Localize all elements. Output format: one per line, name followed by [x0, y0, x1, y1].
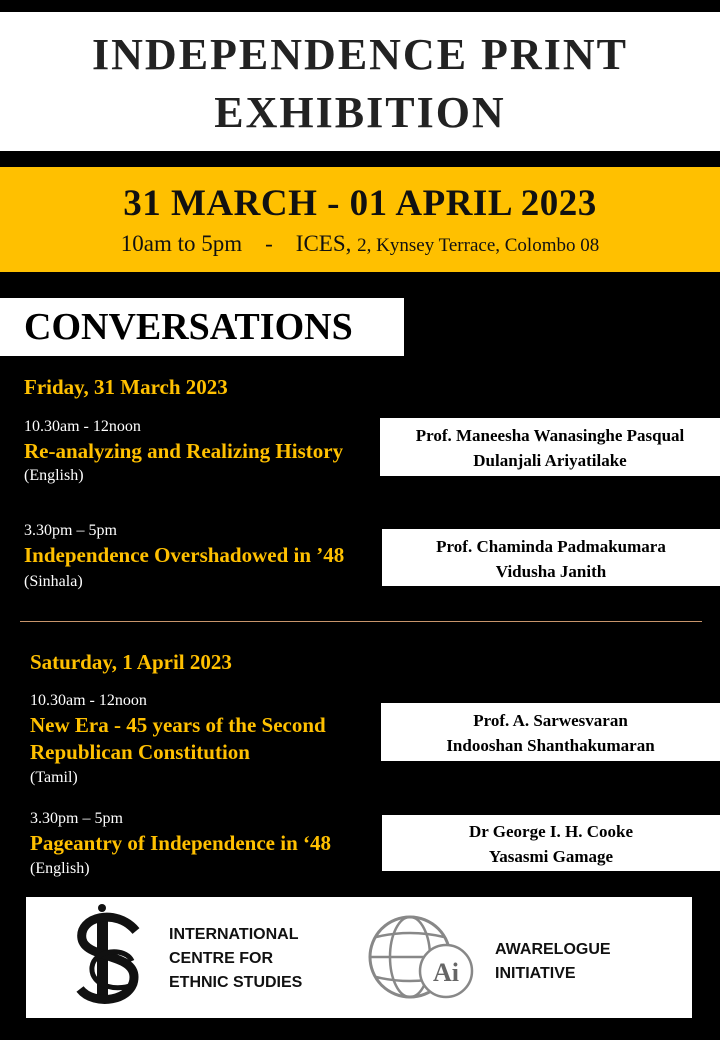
speakers-box [381, 703, 720, 761]
speaker-name: Dr George I. H. Cooke [469, 822, 633, 841]
separator: - [265, 231, 273, 256]
ai-logo-text: Ai [433, 958, 459, 987]
session-title: Republican Constitution [30, 740, 250, 764]
event-hours: 10am to 5pm [120, 231, 243, 256]
ai-globe-logo [364, 909, 476, 1007]
event-dates: 31 MARCH - 01 APRIL 2023 [123, 183, 597, 224]
session-language: (Sinhala) [24, 573, 83, 590]
speaker-name: Vidusha Janith [495, 562, 607, 581]
speaker-name: Prof. A. Sarwesvaran [473, 711, 628, 730]
day-heading-friday: Friday, 31 March 2023 [24, 375, 228, 399]
speaker-name: Indooshan Shanthakumaran [446, 736, 655, 755]
org-name-ices [169, 923, 302, 995]
session-language: (English) [24, 467, 84, 484]
event-venue: ICES, [295, 231, 352, 256]
session-title: Independence Overshadowed in ’48 [24, 543, 345, 567]
speaker-name: Prof. Maneesha Wanasinghe Pasqual [415, 426, 685, 445]
event-time-venue [0, 231, 720, 257]
exhibition-title [0, 12, 720, 151]
session-language: (English) [30, 860, 90, 877]
speakers-box [380, 418, 720, 476]
session-title: Pageantry of Independence in ‘48 [30, 831, 331, 855]
title-line-1: INDEPENDENCE PRINT [92, 30, 628, 79]
speaker-name: Dulanjali Ariyatilake [473, 451, 627, 470]
title-line-2: EXHIBITION [214, 88, 506, 137]
org-name-line: INITIATIVE [495, 965, 576, 982]
day-heading-saturday: Saturday, 1 April 2023 [30, 650, 232, 674]
org-name-line: AWARELOGUE [495, 941, 611, 958]
speaker-name: Yasasmi Gamage [488, 847, 614, 866]
speakers-box [382, 815, 720, 871]
org-name-line: ETHNIC STUDIES [169, 974, 303, 991]
org-name-awarelogue [495, 938, 611, 986]
event-address: 2, Kynsey Terrace, Colombo 08 [357, 235, 600, 256]
session-title: New Era - 45 years of the Second [30, 713, 326, 737]
session-time: 3.30pm – 5pm [30, 810, 123, 827]
session-time: 10.30am - 12noon [30, 692, 147, 709]
session-time: 10.30am - 12noon [24, 418, 141, 435]
speakers-box [382, 529, 720, 586]
session-title: Re-analyzing and Realizing History [24, 439, 344, 463]
session-language: (Tamil) [30, 769, 78, 786]
org-name-line: CENTRE FOR [169, 950, 273, 967]
speaker-name: Prof. Chaminda Padmakumara [436, 537, 666, 556]
date-banner [0, 167, 720, 272]
ices-monogram-logo [72, 903, 146, 1011]
section-heading-box [0, 298, 404, 356]
session-time: 3.30pm – 5pm [24, 522, 117, 539]
org-name-line: INTERNATIONAL [169, 926, 299, 943]
organizers-footer [26, 897, 692, 1018]
day-divider [20, 621, 702, 622]
section-title: CONVERSATIONS [24, 306, 353, 348]
